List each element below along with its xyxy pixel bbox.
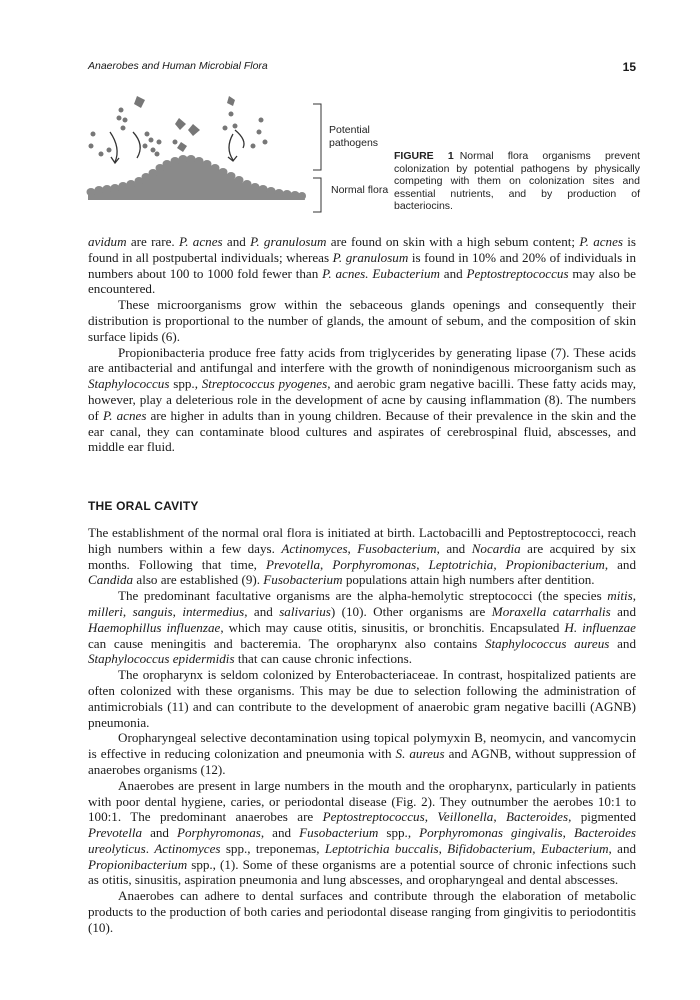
paragraph	[88, 778, 636, 889]
text-run: Propionibacteria produce free fatty acids from triglycerides by generating lipase (7). These acids are antibacterial and antifungal and interfere with the growth of nonindigenous microorganism such as	[88, 344, 636, 376]
text-run: are found on skin with a high sebum content;	[326, 234, 580, 249]
text-run: ,	[320, 556, 333, 572]
italic-text: Bacteroides	[506, 809, 569, 825]
italic-text: P. acnes. Eubacterium	[322, 265, 440, 281]
italic-text: Propionibacterium	[88, 856, 188, 872]
label-potential-pathogens: Potential pathogens	[329, 124, 379, 149]
text-run: spp.,	[169, 376, 202, 392]
text-run: ,	[438, 840, 448, 856]
italic-text: Bacteroides ureolyticus	[88, 825, 636, 856]
italic-text: P. acnes	[178, 234, 223, 249]
paragraph	[88, 667, 636, 730]
text-run: also are established (9).	[133, 572, 264, 588]
italic-text: Leptotrichia	[428, 556, 494, 572]
text-run: ,	[122, 603, 133, 619]
text-run: , and	[604, 556, 637, 572]
brackets	[313, 104, 321, 212]
paragraph	[88, 345, 636, 456]
italic-text: P. acnes	[102, 407, 147, 423]
text-run: are rare.	[126, 234, 179, 249]
text-run: that can cause chronic infections.	[234, 651, 412, 667]
italic-text: Peptostreptococcus	[322, 809, 425, 825]
text-run: The establishment of the normal oral flora is initiated at birth. Lactobacilli and Peptostreptococci, reach high numbers within a few days.	[88, 524, 636, 556]
text-run: and	[142, 825, 177, 841]
caption-label: FIGURE 1	[394, 150, 454, 162]
normal-flora-layer	[87, 155, 307, 200]
italic-text: P. granulosum	[332, 249, 409, 265]
text-run: are acquired by six months. Following that time,	[88, 540, 636, 572]
italic-text: Bifidobacterium	[447, 840, 533, 856]
caption-text: Normal flora organisms prevent colonization by potential pathogens by physically competing with them on colonization sites and essential nutrients, and by production of bacteriocins.	[394, 150, 640, 213]
text-run: ,	[562, 825, 574, 841]
italic-text: Prevotella	[265, 556, 321, 572]
text-run: spp.,	[378, 825, 420, 841]
italic-text: Staphylococcus epidermidis	[88, 651, 235, 667]
italic-text: Haemophillus influenzae	[88, 619, 221, 635]
figure-1	[85, 90, 640, 220]
text-run: ,	[493, 556, 506, 572]
italic-text: Peptostreptococcus	[466, 265, 569, 281]
body-text	[88, 234, 636, 936]
italic-text: P. granulosum	[250, 234, 327, 249]
paragraph	[88, 588, 636, 667]
italic-text: Streptococcus pyogenes	[201, 376, 328, 392]
text-run: ,	[172, 603, 183, 619]
text-run: and	[610, 603, 637, 619]
italic-text: Staphylococcus	[88, 376, 170, 392]
italic-text: Porphyromonas	[176, 825, 261, 841]
italic-text: H. influenzae	[564, 619, 636, 635]
italic-text: Fusobacterium	[357, 540, 437, 556]
text-run: and	[609, 635, 636, 651]
italic-text: Veillonella	[437, 809, 494, 825]
italic-text: Fusobacterium	[299, 825, 379, 841]
label-normal-flora: Normal flora	[331, 184, 389, 196]
running-title: Anaerobes and Human Microbial Flora	[88, 60, 268, 72]
text-run: and	[222, 234, 251, 249]
paragraph	[88, 297, 636, 344]
text-run: ,	[532, 840, 541, 856]
text-run: The predominant facultative organisms are the alpha-hemolytic streptococci (the species	[118, 588, 608, 604]
text-run: , pigmented	[568, 809, 637, 825]
paragraph	[88, 888, 636, 935]
text-run: ,	[424, 809, 438, 825]
italic-text: Actinomyces	[281, 540, 348, 556]
text-run: populations attain high numbers after dentition.	[342, 572, 595, 588]
italic-text: avidum	[88, 234, 127, 249]
text-run: , and	[260, 825, 300, 841]
text-run: These microorganisms grow within the sebaceous glands openings and consequently their distribution is proportional to the number of glands, the amount of sebum, and the composition of skin surface lipids (6).	[88, 297, 636, 344]
italic-text: intermedius	[182, 603, 245, 619]
italic-text: Propionibacterium	[505, 556, 605, 572]
italic-text: Porphyromonas	[332, 556, 417, 572]
paragraph	[88, 234, 636, 297]
italic-text: Leptotrichia buccalis	[324, 840, 439, 856]
pathogen-particles	[89, 96, 268, 157]
paragraph	[88, 525, 636, 588]
text-run: spp., (1). Some of these organisms are a potential source of chronic infections such as otitis, sinusitis, aspiration pneumonia and lung abscesses, and oropharyngeal and dental abscesses.	[88, 856, 636, 888]
text-run: may also be encountered.	[88, 265, 636, 297]
italic-text: Moraxella catarrhalis	[491, 603, 611, 619]
paragraph	[88, 730, 636, 777]
italic-text: Fusobacterium	[263, 572, 343, 588]
running-header	[88, 60, 636, 76]
text-run: , which may cause otitis, sinusitis, or bronchitis. Encapsulated	[220, 619, 565, 635]
italic-text: Actinomyces	[154, 840, 221, 856]
text-run: ,	[493, 809, 507, 825]
text-run: The oropharynx is seldom colonized by Enterobacteriaceae. In contrast, hospitalized patients are often colonized with these organisms. This may be due to selection following the administration of antimicrobials (11) and can contribute to the development of anaerobic gram negative bacilli (AGNB) pneumonia.	[88, 667, 636, 730]
page-number: 15	[622, 60, 636, 74]
italic-text: S. aureus	[395, 746, 445, 762]
text-run: and AGNB, without suppression of anaerobes organisms (12).	[88, 746, 636, 777]
italic-text: Staphylococcus aureus	[485, 635, 610, 651]
italic-text: Eubacterium	[540, 840, 609, 856]
italic-text: Nocardia	[471, 540, 521, 556]
italic-text: P. acnes	[579, 234, 624, 249]
italic-text: Porphyromonas gingivalis	[419, 825, 563, 841]
text-run: , and	[244, 603, 280, 619]
text-run: , and	[436, 540, 472, 556]
text-run: ,	[347, 540, 358, 556]
text-run: spp., treponemas,	[220, 840, 325, 856]
italic-text: sanguis	[132, 603, 173, 619]
text-run: ) (10). Other organisms are	[330, 603, 492, 619]
italic-text: salivarius	[279, 603, 331, 619]
text-run: is found in 10% and 20% of individuals in numbers about 100 to 1000 fold fewer than	[88, 249, 636, 281]
italic-text: mitis	[607, 588, 633, 604]
text-run: , and aerobic gram negative bacilli. These fatty acids may, however, play a deleterious role in the development of acne by causing inflammation (8). The numbers of	[88, 376, 636, 423]
text-run: and	[440, 265, 467, 281]
italic-text: Prevotella	[88, 825, 143, 841]
text-run: ,	[416, 556, 429, 572]
section-heading: THE ORAL CAVITY	[88, 499, 199, 514]
text-run: can cause meningitis and bacteremia. The oropharynx also contains	[88, 635, 485, 651]
italic-text: milleri	[88, 603, 123, 619]
text-run: Anaerobes can adhere to dental surfaces and contribute through the elaboration of metabolic products to the production of both caries and periodontal disease ranging from gingivitis to periodontitis (10).	[88, 888, 636, 935]
flora-illustration	[85, 90, 395, 220]
figure-caption	[394, 150, 640, 213]
text-run: , and	[608, 840, 637, 856]
text-run: are higher in adults than in young children. Because of their prevalence in the skin and the ear canal, they can contaminate blood cultures and aspirates of cerebrospinal fluid, abscesses, and middle ear fluid.	[88, 407, 636, 455]
italic-text: Candida	[88, 572, 134, 588]
text-run: .	[145, 840, 155, 856]
text-run: ,	[632, 588, 636, 604]
text-run: Anaerobes are present in large numbers in the mouth and the oropharynx, particularly in patients with poor dental hygiene, caries, or periodontal disease (Fig. 2). They outnumber the aerobes 10:1 to 100:1. The predominant anaerobes are	[88, 777, 636, 825]
text-run: Oropharyngeal selective decontamination using topical polymyxin B, neomycin, and vancomycin is effective in reducing colonization and pneumonia with	[88, 730, 636, 762]
text-run: is found in all postpubertal individuals; whereas	[88, 234, 637, 265]
